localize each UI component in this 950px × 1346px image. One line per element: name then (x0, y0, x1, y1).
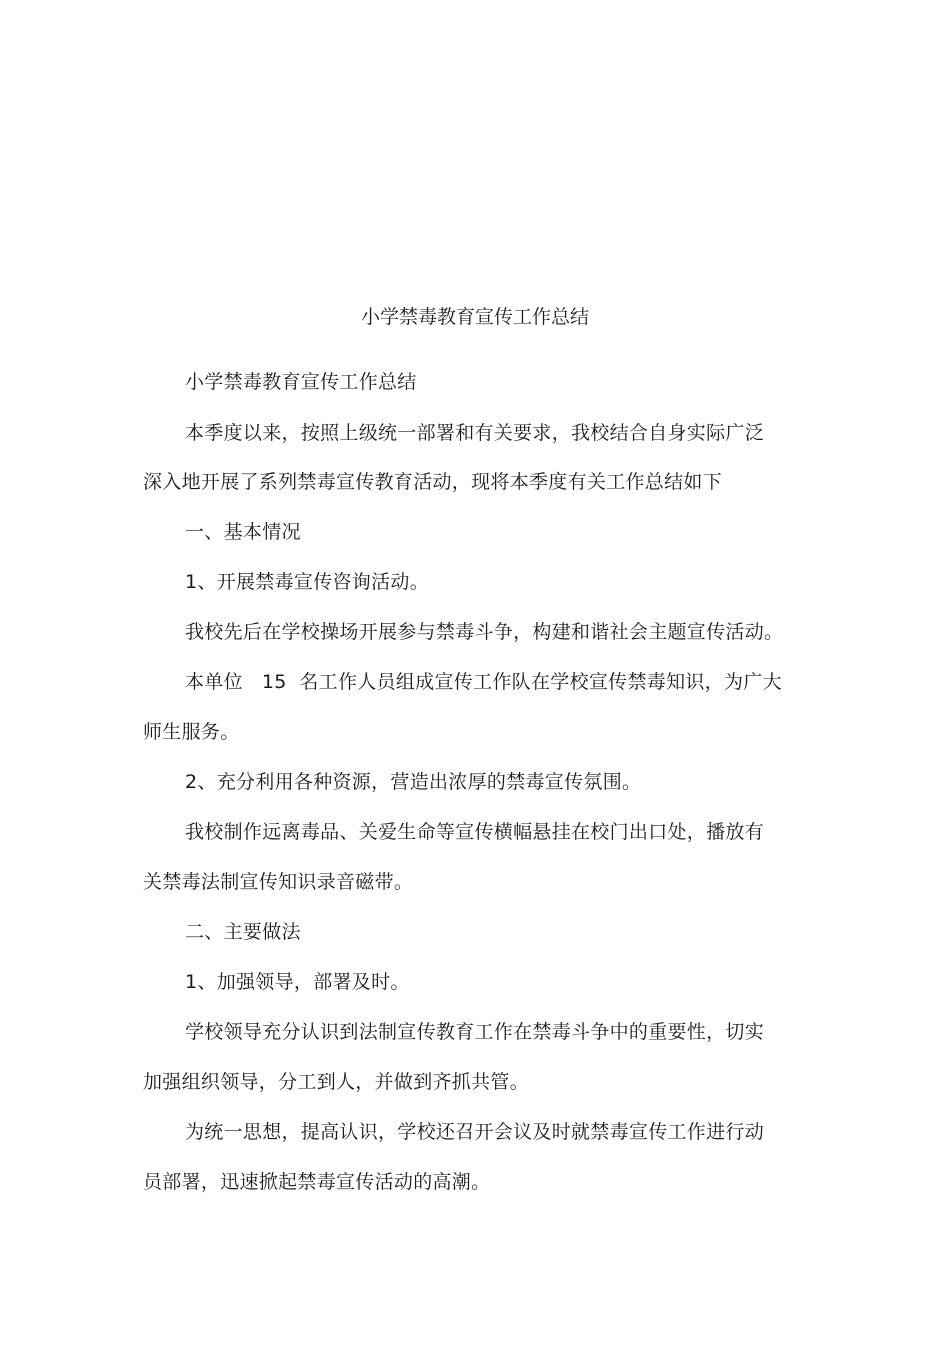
document-title: 小学禁毒教育宣传工作总结 (360, 306, 589, 328)
paragraph-heading: 小学禁毒教育宣传工作总结 (185, 371, 417, 393)
paragraph-line: 我校先后在学校操场开展参与禁毒斗争，构建和谐社会主题宣传活动。 (185, 621, 784, 643)
paragraph-line: 我校制作远离毒品、关爱生命等宣传横幅悬挂在校门出口处，播放有 (185, 821, 765, 843)
subsection-heading: 1、开展禁毒宣传咨询活动。 (185, 571, 429, 593)
paragraph-line: 关禁毒法制宣传知识录音磁带。 (143, 871, 414, 893)
paragraph-line: 员部署，迅速掀起禁毒宣传活动的高潮。 (143, 1171, 491, 1193)
paragraph-line: 为统一思想，提高认识，学校还召开会议及时就禁毒宣传工作进行动 (185, 1121, 765, 1143)
paragraph-line: 本单位 15 名工作人员组成宣传工作队在学校宣传禁毒知识，为广大 (185, 671, 782, 693)
section-heading: 一、基本情况 (185, 521, 301, 543)
subsection-heading: 1、加强领导，部署及时。 (185, 971, 410, 993)
paragraph-line: 本季度以来，按照上级统一部署和有关要求，我校结合自身实际广泛 (185, 422, 765, 444)
paragraph-line: 加强组织领导，分工到人，并做到齐抓共管。 (143, 1071, 530, 1093)
paragraph-line: 学校领导充分认识到法制宣传教育工作在禁毒斗争中的重要性，切实 (185, 1021, 765, 1043)
section-heading: 二、主要做法 (185, 921, 301, 943)
paragraph-line: 师生服务。 (143, 721, 240, 743)
paragraph-line: 深入地开展了系列禁毒宣传教育活动，现将本季度有关工作总结如下 (143, 471, 723, 493)
subsection-heading: 2、充分利用各种资源，营造出浓厚的禁毒宣传氛围。 (185, 771, 642, 793)
